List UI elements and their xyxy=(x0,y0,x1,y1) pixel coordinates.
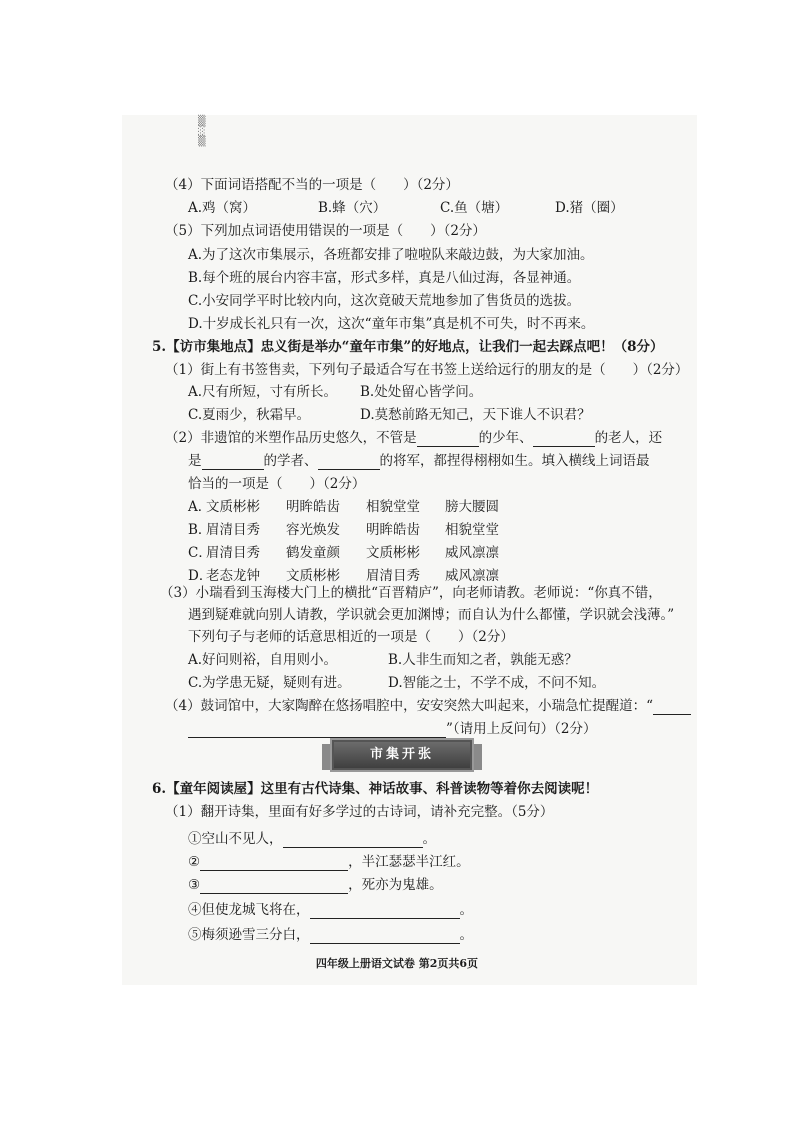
s5q2-row-d-w4: 威风凛凛 xyxy=(445,568,499,584)
q5-option-c: C.小安同学平时比较内向，这次竟破天荒地参加了售货员的选拔。 xyxy=(188,293,581,309)
scan-smudge: ▒ ░ ▒ xyxy=(198,116,206,147)
s5q2-row-c-w2: 鹤发童颜 xyxy=(286,545,340,561)
poem-4-text: ④但使龙城飞将在， xyxy=(188,902,310,918)
poem-blank-5[interactable] xyxy=(310,929,460,944)
section-banner: 市集开张 xyxy=(330,738,474,772)
s5q3-line1: （3）小瑞看到玉海楼大门上的横批“百晋精庐”，向老师请教。老师说：“你真不错， xyxy=(160,585,662,601)
s6q1-stem: （1）翻开诗集，里面有好多学过的古诗词，请补充完整。（5分） xyxy=(165,804,554,820)
s5q4-line2 xyxy=(188,720,597,738)
s5q2-row-a-label: A． xyxy=(188,499,212,515)
section6-title: 6.【童年阅读屋】这里有古代诗集、神话故事、科普读物等着你去阅读呢！ xyxy=(152,781,599,797)
s5q1-stem: （1）街上有书签售卖，下列句子最适合写在书签上送给远行的朋友的是（ ）（2分） xyxy=(165,362,689,378)
blank-2[interactable] xyxy=(533,432,595,447)
q4-stem: （4）下面词语搭配不当的一项是（ ）（2分） xyxy=(165,177,459,193)
poem-3-text: ，死亦为鬼雄。 xyxy=(348,877,443,893)
s5q1-option-c: C.夏雨少，秋霜早。 xyxy=(188,407,311,423)
q4-option-d: D.猪（圈） xyxy=(555,200,624,216)
s5q4-text-2: ”（请用上反问句）（2分） xyxy=(446,721,597,737)
s5q2-row-b-w1: 眉清目秀 xyxy=(206,522,260,538)
poem-1-text: ①空山不见人， xyxy=(188,831,283,847)
s5q2-row-c-w1: 眉清目秀 xyxy=(206,545,260,561)
poem-5-end: 。 xyxy=(459,927,473,943)
s5q2-row-b-label: B． xyxy=(188,522,212,538)
poem-3-num: ③ xyxy=(188,877,201,893)
poem-1-end: 。 xyxy=(422,831,436,847)
s5q2-row-b-w4: 相貌堂堂 xyxy=(445,522,499,538)
s5q1-option-b: B.处处留心皆学问。 xyxy=(360,384,483,400)
s5q2-row-c-w4: 威风凛凛 xyxy=(445,545,499,561)
poem-line-3 xyxy=(188,876,443,894)
blank-4[interactable] xyxy=(318,455,380,470)
poem-line-4 xyxy=(188,901,473,919)
s5q2-line3: 恰当的一项是（ ）（2分） xyxy=(188,476,366,492)
q5-option-b: B.每个班的展台内容丰富，形式多样，真是八仙过海，各显神通。 xyxy=(188,270,581,286)
poem-blank-1[interactable] xyxy=(283,833,423,848)
poem-line-5 xyxy=(188,926,473,944)
s5q2-row-d-label: D． xyxy=(188,568,213,584)
s5q2-text-2c: 的将军，都捏得栩栩如生。填入横线上词语最 xyxy=(379,453,650,469)
s5q2-row-c-w3: 文质彬彬 xyxy=(366,545,420,561)
s5q2-row-a-w2: 明眸皓齿 xyxy=(286,499,340,515)
page-footer: 四年级上册语文试卷 第2页共6页 xyxy=(315,957,479,970)
blank-5[interactable] xyxy=(653,700,691,715)
q4-option-c: C.鱼（塘） xyxy=(440,200,509,216)
poem-4-end: 。 xyxy=(459,902,473,918)
s5q4-line1 xyxy=(165,697,691,715)
s5q2-row-d-w1: 老态龙钟 xyxy=(206,568,260,584)
s5q2-row-d-w2: 文质彬彬 xyxy=(286,568,340,584)
s5q2-row-a-w1: 文质彬彬 xyxy=(206,499,260,515)
blank-1[interactable] xyxy=(417,432,479,447)
poem-blank-3[interactable] xyxy=(200,879,348,894)
poem-line-1 xyxy=(188,830,436,848)
s5q2-row-a-w3: 相貌堂堂 xyxy=(366,499,420,515)
s5q2-row-a-w4: 膀大腰圆 xyxy=(445,499,499,515)
poem-2-num: ② xyxy=(188,854,201,870)
s5q3-option-d: D.智能之士，不学不成，不问不知。 xyxy=(388,675,606,691)
s5q2-text-1a: （2）非遗馆的米塑作品历史悠久，不管是 xyxy=(165,430,417,446)
s5q3-option-c: C.为学患无疑，疑则有进。 xyxy=(188,675,351,691)
poem-5-text: ⑤梅须逊雪三分白， xyxy=(188,927,310,943)
s5q1-option-a: A.尺有所短，寸有所长。 xyxy=(188,384,338,400)
s5q2-text-1b: 的少年、 xyxy=(478,430,533,446)
s5q2-line2 xyxy=(188,452,650,470)
q5-option-a: A.为了这次市集展示，各班都安排了啦啦队来敲边鼓，为大家加油。 xyxy=(188,247,594,263)
s5q3-line2: 遇到疑难就向别人请教，学识就会更加渊博；而自认为什么都懂，学识就会浅薄。” xyxy=(188,607,675,623)
s5q1-option-d: D.莫愁前路无知己，天下谁人不识君？ xyxy=(360,407,591,423)
s5q3-option-a: A.好问则裕，自用则小。 xyxy=(188,652,338,668)
poem-blank-2[interactable] xyxy=(200,856,348,871)
poem-line-2 xyxy=(188,853,470,871)
s5q2-line1 xyxy=(165,429,662,447)
s5q2-text-2b: 的学者、 xyxy=(263,453,318,469)
answer-blank-6[interactable] xyxy=(188,723,446,738)
s5q3-option-b: B.人非生而知之者，孰能无惑？ xyxy=(388,652,578,668)
s5q2-row-b-w2: 容光焕发 xyxy=(286,522,340,538)
q4-option-a: A.鸡（窝） xyxy=(188,200,257,216)
blank-3[interactable] xyxy=(202,455,264,470)
s5q2-text-2a: 是 xyxy=(188,453,202,469)
q4-option-b: B.蜂（穴） xyxy=(318,200,387,216)
poem-blank-4[interactable] xyxy=(310,904,460,919)
q5-stem: （5）下列加点词语使用错误的一项是（ ）（2分） xyxy=(165,223,486,239)
q5-option-d: D.十岁成长礼只有一次，这次“童年市集”真是机不可失，时不再来。 xyxy=(188,316,595,332)
section5-title: 5.【访市集地点】忠义街是举办“童年市集”的好地点，让我们一起去踩点吧！（8分） xyxy=(152,339,664,355)
s5q4-text-1: （4）鼓词馆中，大家陶醉在悠扬唱腔中，安安突然大叫起来，小瑞急忙提醒道：“ xyxy=(165,698,653,714)
s5q2-row-d-w3: 眉清目秀 xyxy=(366,568,420,584)
s5q2-text-1c: 的老人，还 xyxy=(594,430,663,446)
s5q2-row-b-w3: 明眸皓齿 xyxy=(366,522,420,538)
poem-2-text: ，半江瑟瑟半江红。 xyxy=(348,854,470,870)
s5q3-line3: 下列句子与老师的话意思相近的一项是（ ）（2分） xyxy=(188,629,514,645)
s5q2-row-c-label: C． xyxy=(188,545,212,561)
